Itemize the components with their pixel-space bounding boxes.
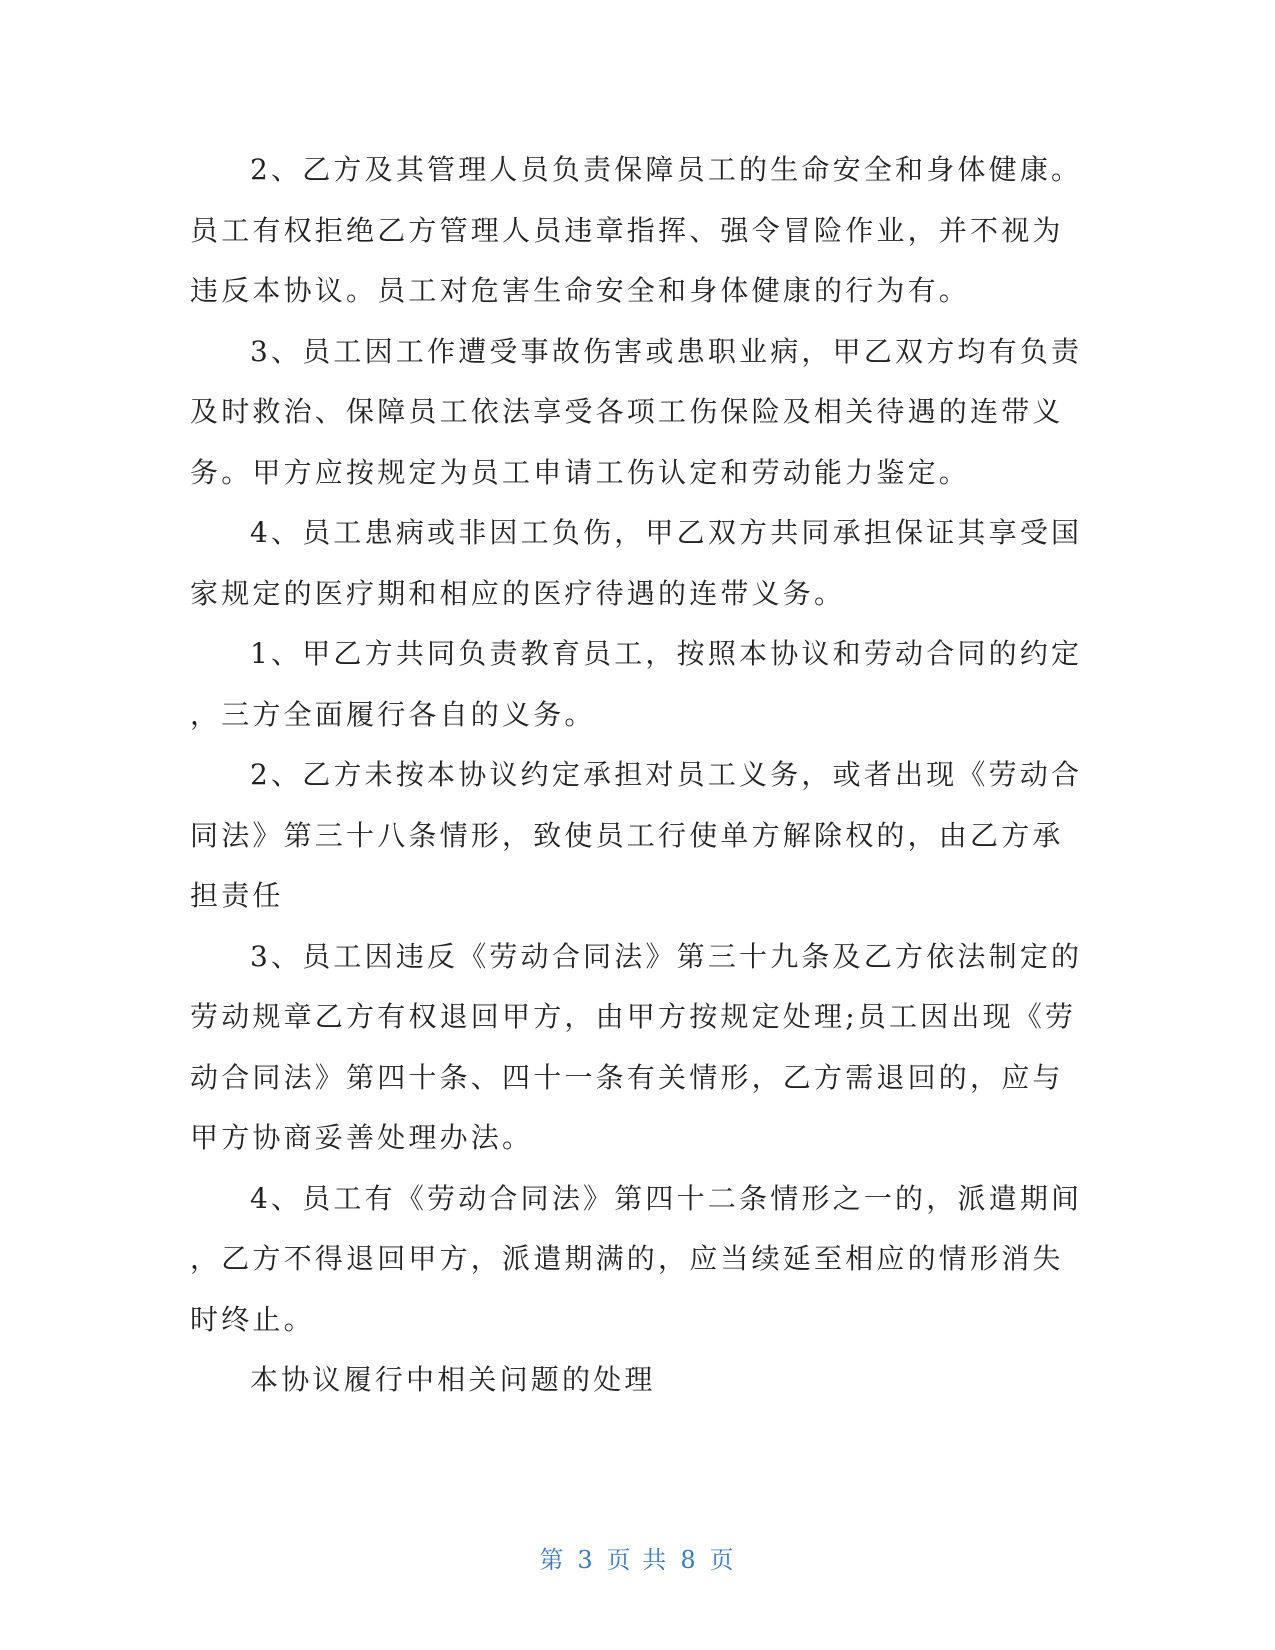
document-body bbox=[190, 140, 1083, 1411]
footer-middle: 页 共 bbox=[606, 1546, 669, 1574]
section-heading-text: 本协议履行中相关问题的处理 bbox=[250, 1363, 656, 1396]
paragraph-line: 担责任 bbox=[190, 879, 284, 912]
paragraph bbox=[190, 745, 1083, 927]
paragraph-line: 员工有权拒绝乙方管理人员违章指挥、强令冒险作业，并不视为 bbox=[190, 213, 1064, 247]
paragraph-line: 违反本协议。员工对危害生命安全和身体健康的行为有。 bbox=[190, 274, 971, 307]
page-footer bbox=[0, 1540, 1275, 1575]
paragraph bbox=[190, 624, 1083, 745]
paragraph-line: 2、乙方及其管理人员负责保障员工的生命安全和身体健康。 bbox=[250, 153, 1083, 186]
paragraph-line: ，三方全面履行各自的义务。 bbox=[190, 697, 596, 731]
paragraph bbox=[190, 503, 1083, 624]
footer-prefix: 第 bbox=[539, 1546, 566, 1574]
paragraph bbox=[190, 1169, 1083, 1351]
footer-total-pages: 8 bbox=[680, 1546, 698, 1574]
paragraph-line: 1、甲乙方共同负责教育员工，按照本协议和劳动合同的约定 bbox=[250, 637, 1083, 670]
footer-suffix: 页 bbox=[709, 1546, 736, 1574]
paragraph-line: 同法》第三十八条情形，致使员工行使单方解除权的，由乙方承 bbox=[190, 818, 1064, 852]
section-heading bbox=[190, 1350, 1070, 1411]
paragraph-line: 动合同法》第四十条、四十一条有关情形，乙方需退回的，应与 bbox=[190, 1060, 1064, 1094]
paragraph-line: 3、员工因工作遭受事故伤害或患职业病，甲乙双方均有负责 bbox=[250, 334, 1083, 368]
paragraph-line: 3、员工因违反《劳动合同法》第三十九条及乙方依法制定的 bbox=[250, 939, 1083, 973]
paragraph bbox=[190, 322, 1083, 504]
paragraph-line: 家规定的医疗期和相应的医疗待遇的连带义务。 bbox=[190, 576, 846, 610]
paragraph-line: 4、员工有《劳动合同法》第四十二条情形之一的，派遣期间 bbox=[250, 1181, 1083, 1215]
footer-current-page: 3 bbox=[577, 1546, 595, 1574]
paragraph bbox=[190, 927, 1083, 1169]
paragraph-line: 2、乙方未按本协议约定承担对员工义务，或者出现《劳动合 bbox=[250, 758, 1083, 791]
paragraph-line: 4、员工患病或非因工负伤，甲乙双方共同承担保证其享受国 bbox=[250, 516, 1083, 549]
paragraph bbox=[190, 140, 1083, 322]
paragraph-line: ，乙方不得退回甲方，派遣期满的，应当续延至相应的情形消失 bbox=[190, 1242, 1064, 1275]
paragraph-line: 时终止。 bbox=[190, 1302, 315, 1336]
paragraph-line: 及时救治、保障员工依法享受各项工伤保险及相关待遇的连带义 bbox=[190, 395, 1064, 428]
paragraph-line: 劳动规章乙方有权退回甲方，由甲方按规定处理;员工因出现《劳 bbox=[190, 1000, 1077, 1033]
paragraph-line: 甲方协商妥善处理办法。 bbox=[190, 1121, 534, 1154]
paragraph-line: 务。甲方应按规定为员工申请工伤认定和劳动能力鉴定。 bbox=[190, 455, 971, 489]
